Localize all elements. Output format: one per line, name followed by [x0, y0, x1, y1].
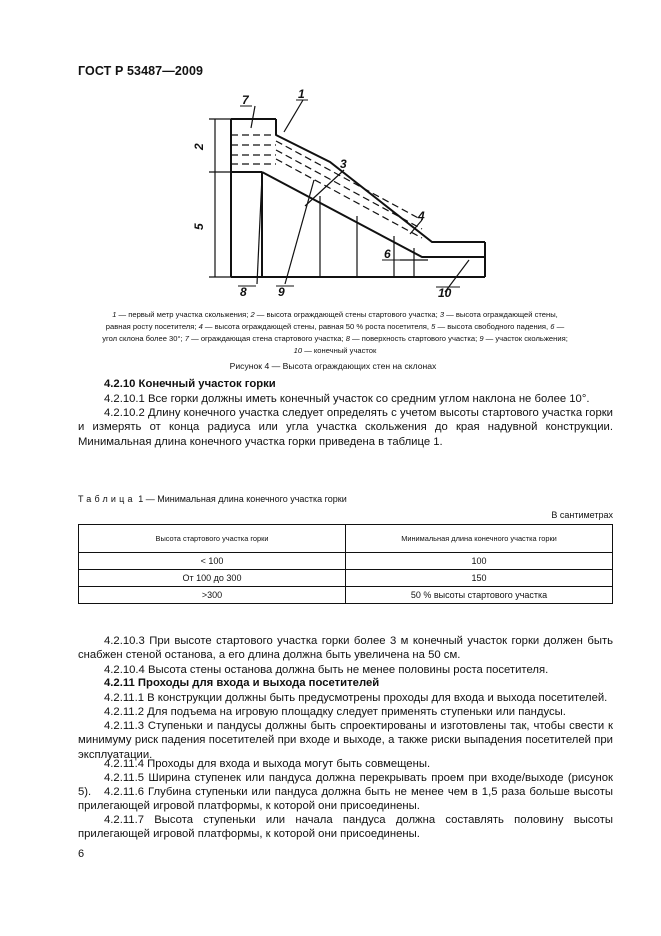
- table-header-cell: Минимальная длина конечного участка горки: [346, 525, 613, 553]
- table-cell: 150: [346, 570, 613, 587]
- page-number: 6: [78, 848, 85, 860]
- table-row: [79, 570, 613, 587]
- paragraph-4-2-11-2: 4.2.11.2 Для подъема на игровую площадку следует применять ступеньки или пандусы.: [104, 706, 566, 718]
- callout-8: 8: [240, 285, 247, 299]
- legend-item: 5 — высота свободного падения,: [431, 322, 551, 331]
- figure-legend: [100, 309, 570, 357]
- table-header-row: [79, 525, 613, 553]
- table-caption: 1 — Минимальная длина конечного участка горки: [135, 494, 347, 504]
- callout-1: 1: [298, 88, 305, 101]
- callout-4: 4: [418, 209, 425, 223]
- legend-item: 2 — высота ограждающей стены стартового участка;: [250, 310, 440, 319]
- callout-10: 10: [438, 286, 452, 300]
- paragraph-4-2-11-5: 4.2.11.5 Ширина ступенек или пандуса должна перекрывать проем при входе/выходе (рисунок 5).: [78, 772, 613, 799]
- callout-3: 3: [340, 157, 347, 171]
- paragraph-4-2-10-2: 4.2.10.2 Длину конечного участка следует определять с учетом высоты стартового участка горки и измерять от конца радиуса или угла участка скольжения до края надувной конструкции. Минимальная длина конечного участка горки приведена в таблице 1.: [78, 407, 613, 448]
- legend-item: 10 — конечный участок: [293, 346, 377, 355]
- slide-wall-height-diagram: [190, 88, 500, 303]
- legend-item: 6 — угол склона более 30°;: [102, 322, 565, 343]
- legend-item: 1 — первый метр участка скольжения;: [112, 310, 251, 319]
- table-unit: В сантиметрах: [551, 510, 613, 520]
- paragraph-4-2-11-7: 4.2.11.7 Высота ступеньки или начала пандуса должна составлять половину высоты прилегающей игровой платформы, к которой они присоединены.: [78, 814, 613, 841]
- table-cell: >300: [79, 587, 346, 604]
- legend-item: 7 — ограждающая стена стартового участка;: [184, 334, 346, 343]
- callout-9: 9: [278, 285, 285, 299]
- paragraph-4-2-11-3: 4.2.11.3 Ступеньки и пандусы должны быть спроектированы и изготовлены так, чтобы свести к минимуму риск падения посетителей при входе и выходе, а также риски выпадения посетителей при эксплуатации.: [78, 720, 613, 761]
- table-label: Таблица: [78, 494, 136, 504]
- table-cell: < 100: [79, 553, 346, 570]
- table-title: [78, 494, 347, 504]
- min-length-table: [78, 524, 613, 604]
- paragraph-4-2-11-6: 4.2.11.6 Глубина ступеньки или пандуса должна быть не менее чем в 1,5 раза больше высоты прилегающей игровой платформы, к которой они присоединены.: [78, 786, 613, 813]
- legend-item: 4 — высота ограждающей стены, равная 50 % роста посетителя,: [198, 322, 432, 331]
- paragraph-4-2-10-1: 4.2.10.1 Все горки должны иметь конечный участок со средним углом наклона не более 10°.: [104, 393, 590, 405]
- legend-item: 3 — высота ограждающей стены, равная росту посетителя;: [105, 310, 558, 331]
- table-cell: 50 % высоты стартового участка: [346, 587, 613, 604]
- callout-7: 7: [242, 93, 249, 107]
- slide-surface-line: [262, 172, 485, 257]
- callout-2: 2: [192, 143, 206, 150]
- paragraph-4-2-11-1: 4.2.11.1 В конструкции должны быть предусмотрены проходы для входа и выхода посетителей.: [104, 692, 608, 704]
- legend-item: 8 — поверхность стартового участка;: [345, 334, 480, 343]
- callout-6: 6: [384, 247, 391, 261]
- figure-title: Рисунок 4 — Высота ограждающих стен на склонах: [229, 361, 437, 371]
- table-header-cell: Высота стартового участка горки: [79, 525, 346, 553]
- section-heading-4-2-11: 4.2.11 Проходы для входа и выхода посетителей: [104, 677, 380, 689]
- paragraph-4-2-10-3: 4.2.10.3 При высоте стартового участка горки более 3 м конечный участок горки должен быть снабжен стеной останова, а его длина должна быть увеличена на 50 см.: [78, 635, 613, 662]
- table-cell: От 100 до 300: [79, 570, 346, 587]
- paragraph-4-2-10-4: 4.2.10.4 Высота стены останова должна быть не менее половины роста посетителя.: [104, 664, 549, 676]
- table-row: [79, 553, 613, 570]
- callout-5: 5: [192, 223, 206, 230]
- section-heading-4-2-10: 4.2.10 Конечный участок горки: [104, 378, 276, 390]
- document-header: ГОСТ Р 53487—2009: [78, 64, 204, 78]
- table-row: [79, 587, 613, 604]
- table-cell: 100: [346, 553, 613, 570]
- legend-item: 9 — участок скольжения;: [479, 334, 568, 343]
- slide-wall-top-line: [276, 135, 485, 242]
- paragraph-4-2-11-4: 4.2.11.4 Проходы для входа и выхода могут быть совмещены.: [104, 758, 431, 770]
